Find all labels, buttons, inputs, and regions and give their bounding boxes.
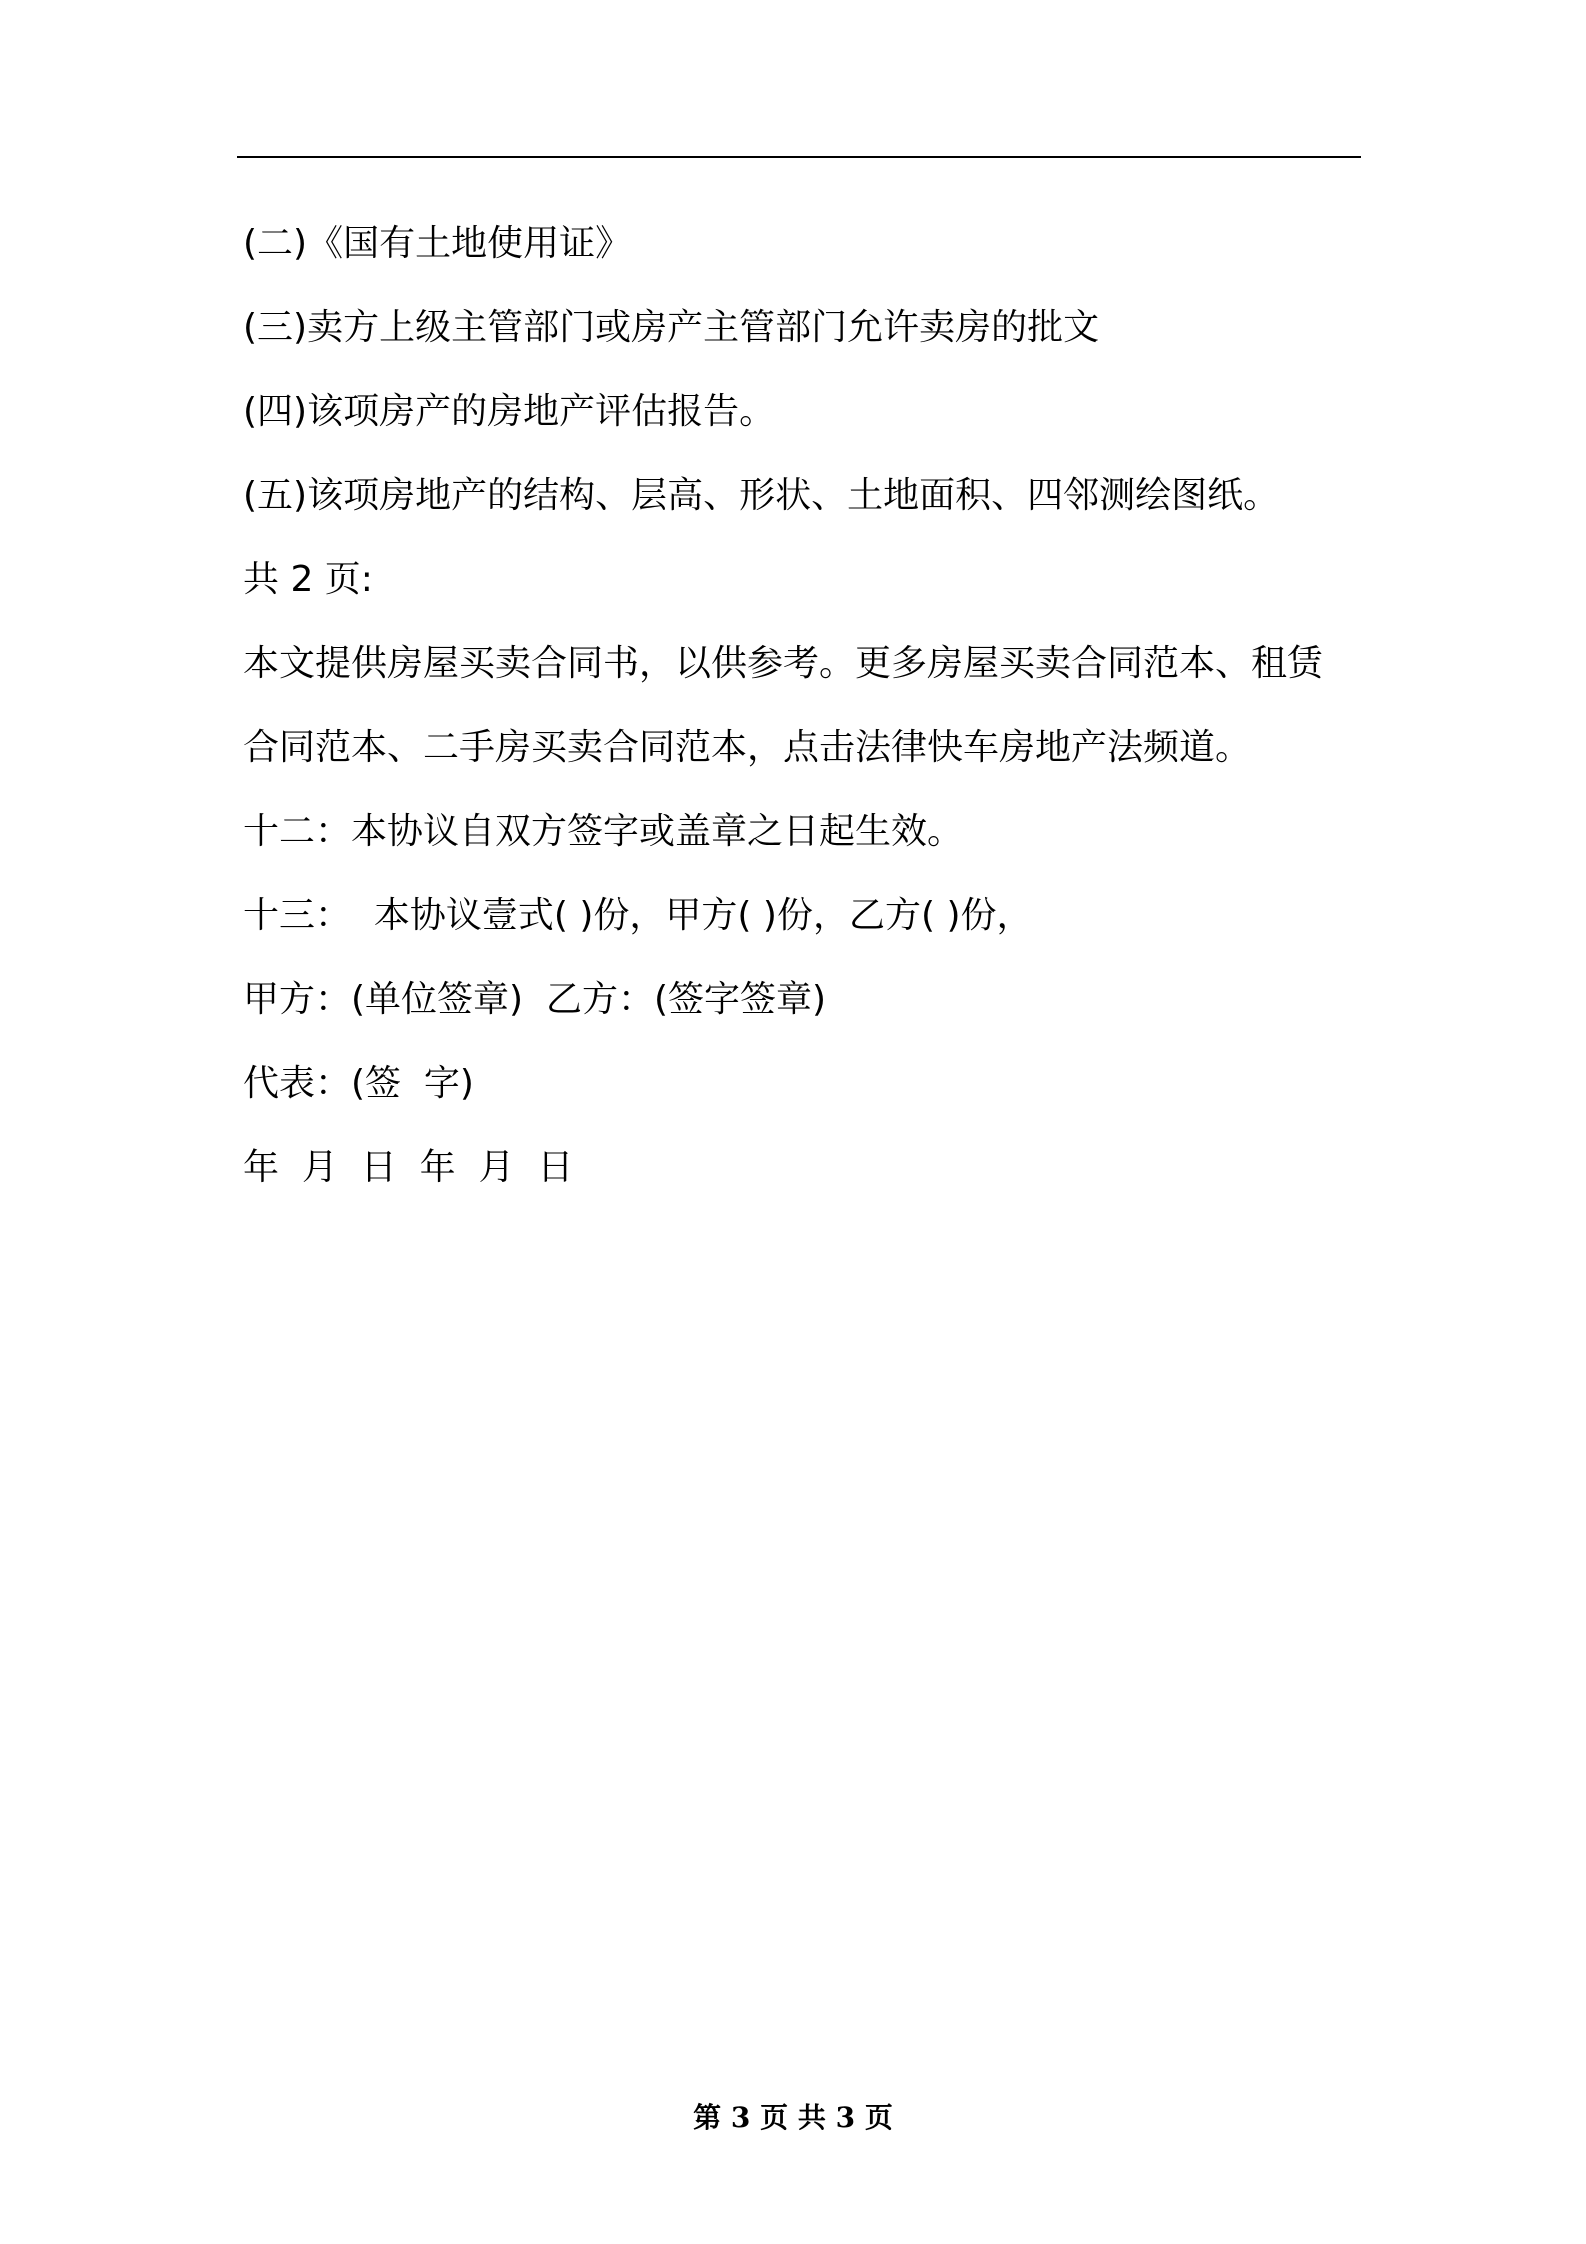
paragraph-note-line-2: 合同范本、二手房买卖合同范本，点击法律快车房地产法频道。 bbox=[243, 727, 1252, 768]
paragraph-note-line-1: 本文提供房屋买卖合同书，以供参考。更多房屋买卖合同范本、租赁 bbox=[243, 643, 1324, 684]
signature-dates: 年 月 日 年 月 日 bbox=[243, 1147, 574, 1188]
clause-twelve: 十二：本协议自双方签字或盖章之日起生效。 bbox=[243, 811, 964, 852]
clause-thirteen: 十三： 本协议壹式( )份，甲方( )份，乙方( )份， bbox=[243, 895, 1033, 936]
page-number: 第 3 页 共 3 页 bbox=[693, 2101, 893, 2134]
signature-parties: 甲方：(单位签章) 乙方：(签字签章) bbox=[243, 979, 827, 1020]
header-rule bbox=[237, 156, 1361, 158]
paragraph-appraisal: (四)该项房产的房地产评估报告。 bbox=[243, 391, 776, 432]
paragraph-survey: (五)该项房地产的结构、层高、形状、土地面积、四邻测绘图纸。 bbox=[243, 475, 1280, 516]
paragraph-page-count: 共 2 页: bbox=[243, 559, 373, 600]
paragraph-approval: (三)卖方上级主管部门或房产主管部门允许卖房的批文 bbox=[243, 307, 1100, 348]
document-body bbox=[243, 202, 1363, 1210]
paragraph-certificate: (二)《国有土地使用证》 bbox=[243, 223, 632, 264]
signature-representative: 代表：(签 字) bbox=[243, 1063, 474, 1104]
